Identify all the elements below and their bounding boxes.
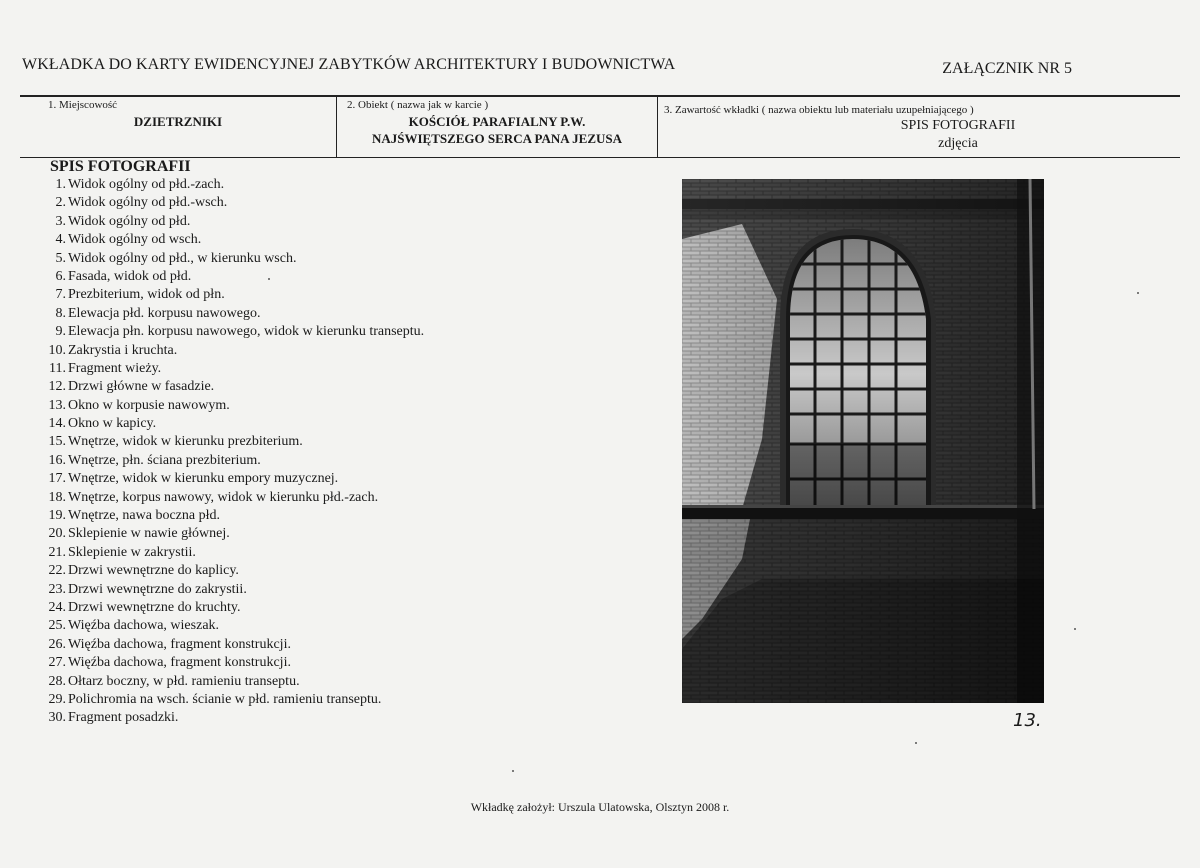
photo-list-item — [24, 213, 624, 231]
photo-list-item-number: 18. — [48, 489, 66, 505]
photo-list-item-text: Ołtarz boczny, w płd. ramieniu transeptu. — [68, 673, 300, 689]
photo-list-item — [24, 544, 624, 562]
field-place — [20, 97, 336, 157]
photo-list-item-number: 13. — [48, 397, 66, 413]
photo-list-item — [24, 360, 624, 378]
photo-list-item — [24, 286, 624, 304]
photo-list-item-text: Prezbiterium, widok od płn. — [68, 287, 225, 303]
photo-list-item — [24, 691, 624, 709]
photo-list-item — [24, 323, 624, 341]
photo-list-item-number: 25. — [48, 618, 66, 634]
photo-list-item-number: 12. — [48, 379, 66, 395]
photo-list-item — [24, 452, 624, 470]
field-place-label: 1. Miejscowość — [48, 99, 118, 111]
photo-list-item — [24, 415, 624, 433]
photo-list-item-number: 15. — [48, 434, 66, 450]
photo-list-item — [24, 581, 624, 599]
photo-list-item-number: 24. — [48, 599, 66, 615]
photo-list-item-number: 20. — [48, 526, 66, 542]
photo-list-item-text: Sklepienie w nawie głównej. — [68, 526, 230, 542]
photo-list-item-number: 17. — [48, 471, 66, 487]
photo-list-item-text: Sklepienie w zakrystii. — [68, 544, 196, 560]
field-object — [336, 97, 658, 157]
photo-list-item-text: Drzwi wewnętrzne do kaplicy. — [68, 563, 239, 579]
photo-list-item-number: 5. — [55, 250, 66, 266]
photo-list-item-text: Drzwi główne w fasadzie. — [68, 379, 215, 395]
photo-list-item — [24, 378, 624, 396]
photo-list-item — [24, 470, 624, 488]
photo-list-item — [24, 507, 624, 525]
photo-list-item-text: Drzwi wewnętrzne do zakrystii. — [68, 581, 247, 597]
photo-list-item-text: Widok ogólny od płd., w kierunku wsch. — [68, 250, 297, 266]
photo-list-item-text: Więźba dachowa, wieszak. — [68, 618, 220, 634]
photo-list-item-number: 21. — [48, 544, 66, 560]
photo-list-item-text: Elewacja płd. korpusu nawowego. — [68, 305, 261, 321]
photo-list-item — [24, 709, 624, 727]
field-contents-value-line2: zdjęcia — [938, 136, 978, 151]
photo-list-item-text: Polichromia na wsch. ścianie w płd. ramieniu transeptu. — [68, 691, 382, 707]
photo-list-title: SPIS FOTOGRAFII — [50, 158, 191, 175]
photo-list-item — [24, 433, 624, 451]
field-contents-value — [658, 117, 1200, 153]
photo-list-item-text: Okno w korpusie nawowym. — [68, 397, 230, 413]
page-number: 13. — [1013, 710, 1042, 731]
photo-list-item-text: Elewacja płn. korpusu nawowego, widok w kierunku transeptu. — [68, 324, 425, 340]
photo-list-item-text: Okno w kapicy. — [68, 416, 157, 432]
photo-list-item-number: 2. — [55, 195, 66, 211]
page-header — [22, 56, 1172, 80]
photo-list-item — [24, 599, 624, 617]
photo-list — [24, 157, 624, 728]
photo-list-item-number: 3. — [55, 213, 66, 229]
church-window-photo-image — [682, 179, 1044, 703]
field-place-value: DZIETRZNIKI — [133, 114, 223, 129]
photo-list-item — [24, 617, 624, 635]
photo-list-item — [24, 305, 624, 323]
photo-list-item-number: 30. — [48, 710, 66, 726]
field-object-label: 2. Obiekt ( nazwa jak w karcie ) — [347, 99, 489, 111]
photo-list-item-number: 6. — [55, 268, 66, 284]
church-window-photo — [682, 179, 1044, 703]
scan-speck — [512, 770, 514, 772]
photo-list-item — [24, 250, 624, 268]
field-object-value — [337, 113, 657, 147]
photo-list-item — [24, 489, 624, 507]
photo-list-item — [24, 397, 624, 415]
photo-list-item-text: Fragment wieży. — [68, 360, 162, 376]
photo-list-item — [24, 636, 624, 654]
photo-list-item — [24, 268, 624, 286]
field-contents — [658, 97, 1180, 157]
photo-list-item — [24, 525, 624, 543]
field-object-value-line1: KOŚCIÓŁ PARAFIALNY P.W. — [408, 114, 586, 129]
photo-list-item-text: Widok ogólny od płd.-zach. — [68, 177, 225, 192]
photo-list-item-text: Wnętrze, widok w kierunku prezbiterium. — [68, 434, 303, 450]
photo-list-item-number: 27. — [48, 655, 66, 671]
photo-list-item-text: Widok ogólny od płd.-wsch. — [68, 195, 228, 211]
photo-list-item-text: Wnętrze, korpus nawowy, widok w kierunku płd.-zach. — [68, 489, 379, 505]
field-contents-value-line1: SPIS FOTOGRAFII — [900, 118, 1016, 133]
photo-list-item — [24, 194, 624, 212]
photo-list-item-number: 28. — [48, 673, 66, 689]
scan-speck — [915, 742, 917, 744]
photo-list-item-text: Fasada, widok od płd. — [68, 268, 192, 284]
photo-list-item-number: 8. — [55, 305, 66, 321]
field-object-value-line2: NAJŚWIĘTSZEGO SERCA PANA JEZUSA — [371, 131, 623, 146]
photo-list-item — [24, 231, 624, 249]
photo-list-item-number: 10. — [48, 342, 66, 358]
photo-list-item-text: Wnętrze, płn. ściana prezbiterium. — [68, 452, 261, 468]
photo-list-item-text: Widok ogólny od płd. — [68, 213, 191, 229]
document-title: WKŁADKA DO KARTY EWIDENCYJNEJ ZABYTKÓW ARCHITEKTURY I BUDOWNICTWA — [22, 56, 676, 73]
photo-list-item-number: 1. — [55, 177, 66, 192]
photo-list-item — [24, 654, 624, 672]
photo-list-item-number: 19. — [48, 508, 66, 524]
photo-list-item-number: 22. — [48, 563, 66, 579]
photo-list-item — [24, 562, 624, 580]
photo-list-item-number: 16. — [48, 452, 66, 468]
photo-list-item-number: 9. — [55, 324, 66, 340]
field-contents-label: 3. Zawartość wkładki ( nazwa obiektu lub materiału uzupełniającego ) — [664, 104, 974, 116]
photo-list-item-number: 26. — [48, 636, 66, 652]
photo-list-item-number: 7. — [55, 287, 66, 303]
photo-list-items — [24, 176, 624, 728]
photo-list-item-number: 29. — [48, 691, 66, 707]
footer-author: Wkładkę założył: Urszula Ulatowska, Olsztyn 2008 r. — [470, 800, 730, 814]
photo-list-item — [24, 176, 624, 194]
photo-list-item-text: Wnętrze, nawa boczna płd. — [68, 508, 220, 524]
scan-speck — [1137, 292, 1139, 294]
photo-list-item-number: 4. — [55, 232, 66, 248]
photo-list-item-number: 11. — [49, 360, 66, 376]
photo-list-item — [24, 342, 624, 360]
photo-list-item-text: Więźba dachowa, fragment konstrukcji. — [68, 655, 291, 671]
photo-list-item-text: Wnętrze, widok w kierunku empory muzycznej. — [68, 471, 339, 487]
photo-list-item-text: Widok ogólny od wsch. — [68, 232, 202, 248]
photo-list-item-text: Więźba dachowa, fragment konstrukcji. — [68, 636, 291, 652]
photo-list-item-text: Fragment posadzki. — [68, 710, 179, 726]
photo-list-item-text: Zakrystia i kruchta. — [68, 342, 178, 358]
attachment-number: ZAŁĄCZNIK NR 5 — [942, 60, 1072, 77]
photo-list-item-text: Drzwi wewnętrzne do kruchty. — [68, 599, 241, 615]
photo-list-item-number: 23. — [48, 581, 66, 597]
scan-speck — [1074, 628, 1076, 630]
scan-speck — [268, 278, 270, 280]
photo-list-item-number: 14. — [48, 416, 66, 432]
record-fields-table — [20, 95, 1180, 158]
photo-list-item — [24, 673, 624, 691]
